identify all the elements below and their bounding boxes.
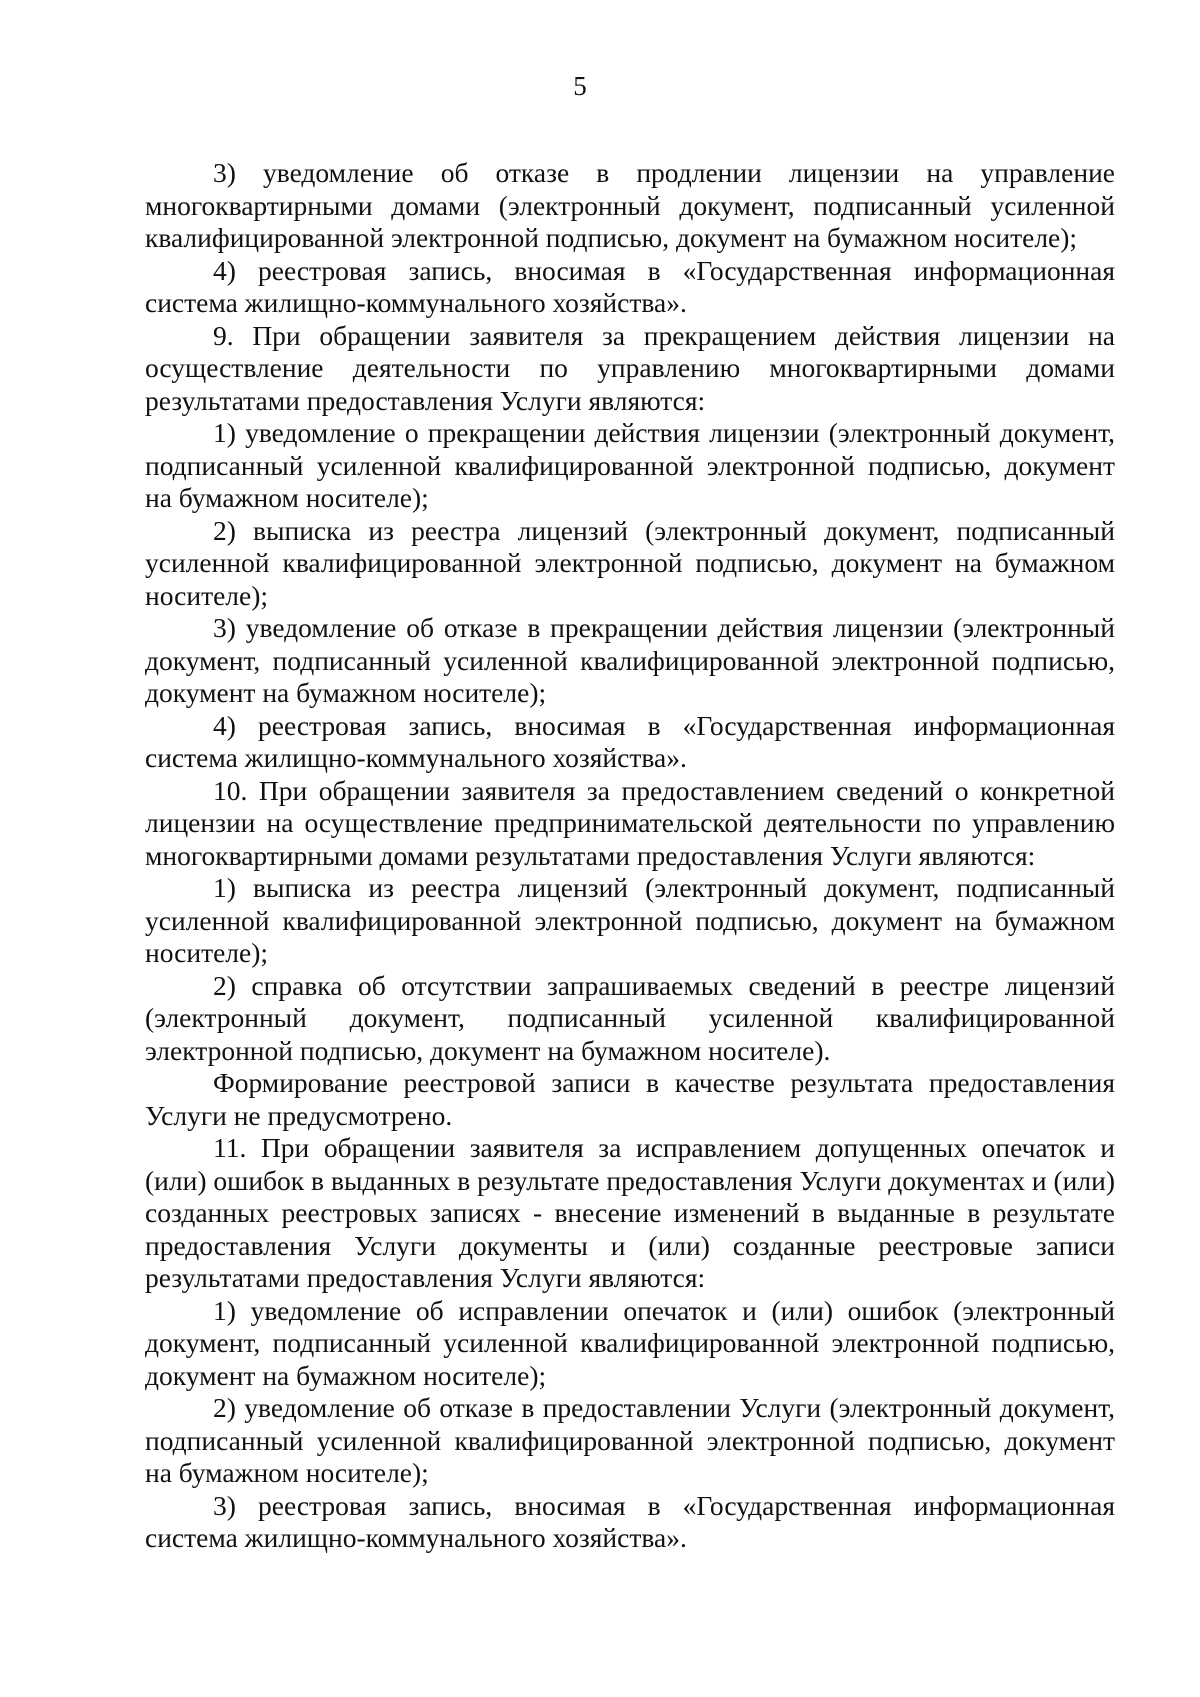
paragraph-item-1-correction-notice: 1) уведомление об исправлении опечаток и (или) ошибок (электронный документ, подписанный усиленной квалифицированной электронной подписью, документ на бумажном носителе); xyxy=(145,1294,1115,1391)
paragraph-item-2-refusal-notice: 2) уведомление об отказе в предоставлении Услуги (электронный документ, подписанный усиленной квалифицированной электронной подписью, документ на бумажном носителе); xyxy=(145,1392,1115,1488)
paragraph-registry-note: Формирование реестровой записи в качестве результата предоставления Услуги не предусмотрено. xyxy=(145,1067,1115,1131)
paragraph-item-4-registry-record: 4) реестровая запись, вносимая в «Государственная информационная система жилищно-коммунального хозяйства». xyxy=(145,709,1115,773)
paragraph-item-4-registry-record: 4) реестровая запись, вносимая в «Государственная информационная система жилищно-коммунального хозяйства». xyxy=(145,254,1115,318)
paragraph-clause-11: 11. При обращении заявителя за исправлением допущенных опечаток и (или) ошибок в выданных в результате предоставления Услуги документах и (или) созданных реестровых записях - внесение изменений в выданные в результате предоставления Услуги документы и (или) созданные реестровые записи результатами предоставления Услуги являются: xyxy=(145,1132,1115,1293)
paragraph-item-2-registry-extract: 2) выписка из реестра лицензий (электронный документ, подписанный усиленной квалифицированной электронной подписью, документ на бумажном носителе); xyxy=(145,514,1115,611)
paragraph-clause-10: 10. При обращении заявителя за предоставлением сведений о конкретной лицензии на осуществление предпринимательской деятельности по управлению многоквартирными домами результатами предоставления Услуги являются: xyxy=(145,774,1115,871)
page-number: 5 xyxy=(573,71,587,101)
paragraph-item-1-termination-notice: 1) уведомление о прекращении действия лицензии (электронный документ, подписанный усиленной квалифицированной электронной подписью, документ на бумажном носителе); xyxy=(145,417,1115,513)
paragraph-item-3-refusal-termination: 3) уведомление об отказе в прекращении действия лицензии (электронный документ, подписанный усиленной квалифицированной электронной подписью, документ на бумажном носителе); xyxy=(145,612,1115,708)
paragraph-clause-9: 9. При обращении заявителя за прекращением действия лицензии на осуществление деятельности по управлению многоквартирными домами результатами предоставления Услуги являются: xyxy=(145,319,1115,416)
document-body xyxy=(145,157,1115,1555)
paragraph-item-3-registry-record: 3) реестровая запись, вносимая в «Государственная информационная система жилищно-коммунального хозяйства». xyxy=(145,1489,1115,1553)
paragraph-item-3-refusal-extension: 3) уведомление об отказе в продлении лицензии на управление многоквартирными домами (электронный документ, подписанный усиленной квалифицированной электронной подписью, документ на бумажном носителе); xyxy=(145,157,1115,253)
paragraph-item-2-absence-certificate: 2) справка об отсутствии запрашиваемых сведений в реестре лицензий (электронный документ, подписанный усиленной квалифицированной электронной подписью, документ на бумажном носителе). xyxy=(145,969,1115,1066)
paragraph-item-1-registry-extract: 1) выписка из реестра лицензий (электронный документ, подписанный усиленной квалифицированной электронной подписью, документ на бумажном носителе); xyxy=(145,872,1115,968)
